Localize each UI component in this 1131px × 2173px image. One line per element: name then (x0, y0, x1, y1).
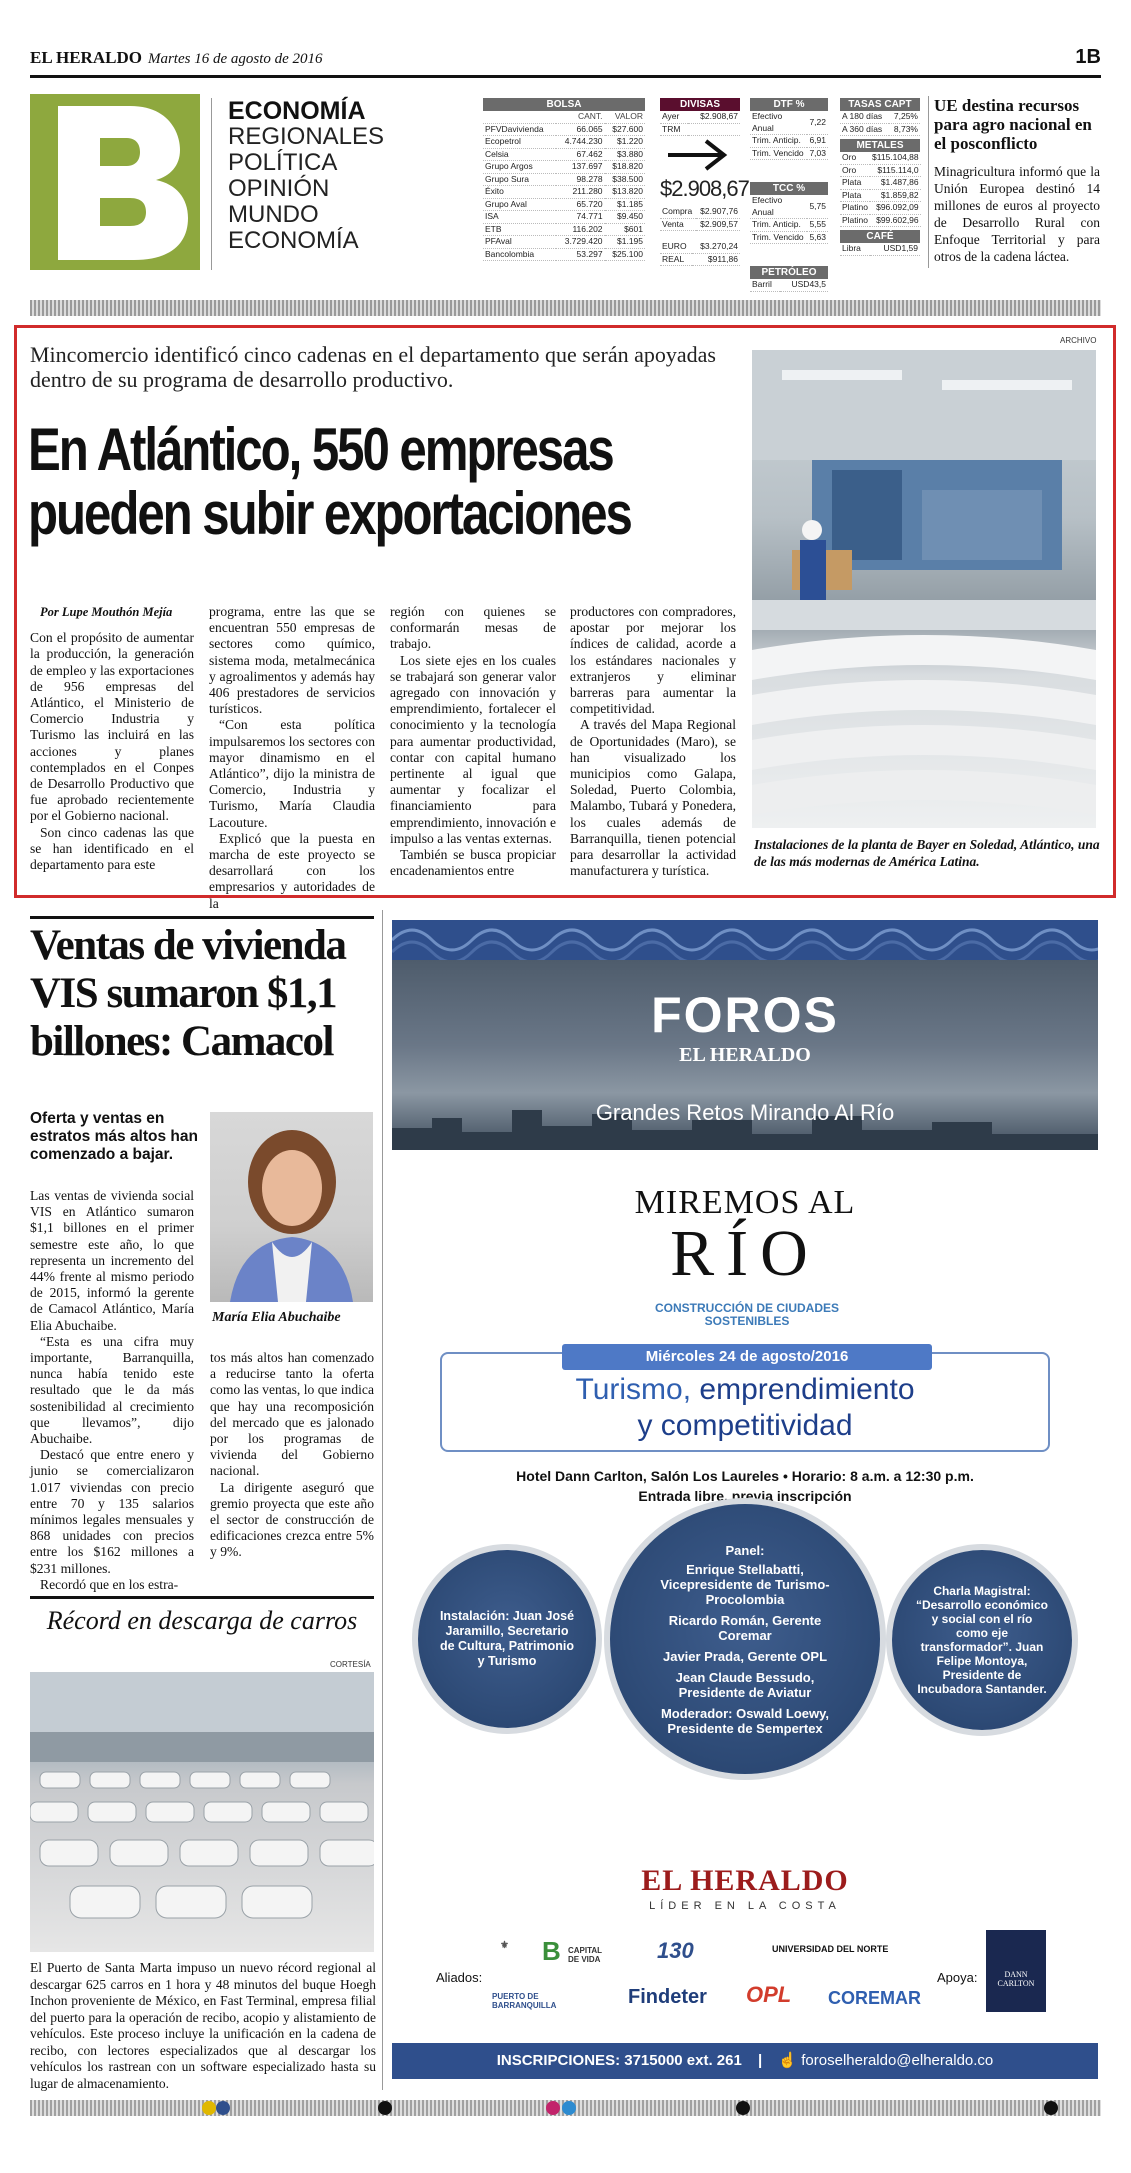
header-stripe (30, 300, 1101, 316)
edition-date: Martes 16 de agosto de 2016 (147, 51, 323, 67)
metal-price: $99.602,96 (870, 214, 921, 227)
bolsa-col: VALOR (605, 111, 645, 123)
divisas-label: EURO (660, 241, 692, 253)
bolsa-title: BOLSA (483, 98, 645, 111)
petroleo-value: USD43,5 (780, 279, 828, 291)
factory-photo (752, 350, 1096, 828)
metal-row (840, 152, 921, 164)
aliados-label: Aliados: (436, 1970, 483, 1985)
stock-qty: 74.771 (556, 211, 605, 224)
article-column-1 (30, 604, 194, 873)
color-dot (562, 2101, 576, 2115)
byline: Por Lupe Mouthón Mejía (40, 605, 173, 619)
dtf-label: Efectivo Anual (750, 111, 807, 135)
bolsa-row (483, 211, 645, 224)
event-topic (392, 1372, 1098, 1408)
dtf-label: Trim. Vencido (750, 147, 807, 160)
tasas-label: A 360 días (840, 123, 889, 136)
charla-text: Charla Magistral: “Desarrollo económico y social con el río como eje transformador”. Juan Felipe Montoya, Presidente de Incubadora Santander. (915, 1584, 1049, 1696)
stock-name: Grupo Aval (483, 198, 556, 211)
bolsa-row (483, 148, 645, 161)
tasas-value: 8,73% (889, 123, 920, 136)
stock-qty: 4.744.230 (556, 136, 605, 149)
section-item: ECONOMÍA (228, 97, 366, 125)
color-dot (378, 2101, 392, 2115)
metal-row (840, 202, 921, 215)
dtf-value: 7,03 (809, 147, 826, 158)
photo-credit: CORTESÍA (330, 1660, 371, 1669)
section-item: REGIONALES (228, 123, 385, 150)
dtf-label: Trim. Anticip. (750, 135, 807, 148)
tcc-label: Efectivo Anual (750, 195, 807, 219)
paragraph: A través del Mapa Regional de Oportunidades (Maro), se han visualizado los municipios como Galapa, Soledad, Puerto Colombia, Malambo, Tubará y Ponedera, los cuales además de Barranquilla, tienen potencial para desarrollar la actividad manufacturera y turística. (570, 717, 736, 879)
metal-name: Platino (842, 202, 868, 212)
section-divider (211, 98, 212, 270)
section-item: MUNDO (228, 201, 319, 228)
stock-name: PFAval (483, 236, 556, 249)
separator: | (758, 2052, 763, 2069)
cars-illustration (30, 1672, 374, 1952)
section-item: OPINIÓN (228, 175, 330, 202)
petroleo-title: PETRÓLEO (750, 266, 828, 279)
paragraph: Recordó que en los estra- (40, 1576, 179, 1592)
stock-name: Celsia (483, 148, 556, 161)
cars-photo (30, 1672, 374, 1952)
stock-qty: 116.202 (556, 223, 605, 236)
dtf-block (750, 98, 828, 292)
paragraph: “Esta es una cifra muy importante, Barranquilla, nunca había tenido este resultado que le da más sostenibilidad al crecimiento que llevamos”, dijo Abuchaibe. (30, 1333, 194, 1447)
tcc-value: 5,55 (809, 219, 826, 229)
bolsa-table (483, 98, 645, 261)
wave-pattern-icon (392, 920, 1098, 960)
vivienda-headline: Ventas de vivienda VIS sumaron $1,1 billones: Camacol (30, 922, 346, 1065)
cafe-label: Libra (840, 243, 870, 255)
bolsa-row (483, 173, 645, 186)
paragraph: Son cinco cadenas las que se han identificado en el departamento para este (30, 824, 194, 873)
stock-qty: 98.278 (556, 173, 605, 186)
metal-name: Plata (840, 189, 870, 202)
stock-name: ISA (483, 211, 556, 224)
stock-name: Bancolombia (483, 248, 556, 261)
elheraldo-slogan: LÍDER EN LA COSTA (649, 1900, 841, 1912)
trm-value: $2.908,67 (660, 176, 749, 201)
stock-price: $38.500 (605, 173, 645, 186)
metal-name: Plata (840, 177, 870, 190)
construccion-label: CONSTRUCCIÓN DE CIUDADES SOSTENIBLES (654, 1301, 839, 1328)
divisas-label: Venta (660, 218, 696, 231)
stock-qty: 3.729.420 (556, 236, 605, 249)
color-dot (1044, 2101, 1058, 2115)
divisas-value: $2.909,57 (696, 218, 740, 231)
stock-price: $27.600 (605, 123, 645, 136)
panel-title: Panel: (725, 1542, 765, 1558)
bolsa-row (483, 198, 645, 211)
stock-price: $1.195 (605, 236, 645, 249)
stock-qty: 53.297 (556, 248, 605, 261)
photo-credit: ARCHIVO (1060, 336, 1097, 345)
ad-hero (392, 960, 1098, 1150)
metal-price: $115.114,0 (870, 164, 921, 177)
divisas-value: $3.270,24 (692, 241, 740, 253)
inscripciones-email[interactable]: foroselheraldo@elheraldo.co (801, 2052, 994, 2069)
article-column-2 (209, 604, 375, 912)
dtf-value: 7,22 (807, 111, 828, 135)
metal-price: $115.104,88 (872, 152, 919, 162)
section-item: ECONOMÍA (228, 227, 359, 254)
paragraph: Los siete ejes en los cuales se trabajará son generar valor agregado con innovación y emprendimiento, fortalecer el conocimiento y la tecnología para aumentar productividad, contar con capital humano pertinente al igual que aumentar y focalizar el financiamiento para emprendimiento, innovación e impulso a las ventas externas. (390, 652, 556, 846)
panel-member: Jean Claude Bessudo, Presidente de Aviatur (675, 1669, 815, 1700)
paragraph: tos más altos han comenzado a reducirse tanto la oferta como las ventas, lo que indica que hay una recomposición del mercado que es jalonado por los programas de vivienda del Gobierno nacional. (210, 1350, 374, 1479)
bolsa-row (483, 223, 645, 236)
elheraldo-logo: EL HERALDO (641, 1864, 849, 1897)
metal-row (840, 214, 921, 227)
cafe-title: CAFÉ (840, 230, 920, 243)
stock-price: $9.450 (605, 211, 645, 224)
paragraph: La dirigente aseguró que gremio proyecta que este año el sector de construcción de edificaciones crezca entre 5% y 9%. (210, 1479, 374, 1560)
stock-qty: 66.065 (556, 123, 605, 136)
bolsa-row (483, 161, 645, 174)
stock-price: $25.100 (605, 248, 645, 261)
dann-carlton-name: DANN CARLTON (997, 1970, 1035, 1988)
stock-name: ETB (483, 223, 556, 236)
dtf-value: 6,91 (809, 135, 826, 145)
stock-name: Ecopetrol (483, 136, 556, 149)
stock-price: $1.220 (605, 136, 645, 149)
tcc-label: Trim. Vencido (750, 231, 807, 244)
carros-headline: Récord en descarga de carros (46, 1606, 358, 1635)
metal-row (840, 189, 921, 202)
stock-price: $3.880 (605, 148, 645, 161)
divisas-title: DIVISAS (660, 98, 740, 111)
article-headline (28, 416, 631, 547)
divisas-label: TRM (660, 123, 688, 136)
divisas-block (660, 98, 749, 266)
portrait-caption: María Elia Abuchaibe (212, 1310, 341, 1325)
tasas-title: TASAS CAPT (840, 98, 920, 111)
brief-title: UE destina recursos para agro nacional en el posconflicto (934, 96, 1092, 153)
opl-logo: OPL (746, 1982, 792, 2007)
tasas-value: 7,25% (889, 111, 920, 123)
bolsa-col: CANT. (556, 111, 605, 123)
masthead (30, 48, 323, 68)
foros-advertisement[interactable] (392, 920, 1098, 2083)
stock-qty: 211.280 (556, 186, 605, 199)
paragraph: Destacó que entre enero y junio se comercializaron 1.017 viviendas con precio entre 70 y 135 salarios mínimos legales mensuales y 868 unidades con precios entre los $162 millones a $231 millones. (30, 1447, 194, 1576)
divisas-label: Ayer (660, 111, 688, 123)
metal-row (840, 177, 921, 190)
stock-price: $1.185 (605, 198, 645, 211)
bolsa-row (483, 248, 645, 261)
charla-circle (892, 1550, 1072, 1730)
paragraph: productores con compradores, apostar por mejorar los índices de calidad, acorde a los estándares nacionales y extranjeros y eliminar barreras para aumentar la competitividad. (570, 604, 736, 717)
coremar-logo: COREMAR (828, 1988, 921, 2008)
vivienda-column-1 (30, 1188, 194, 1593)
portrait-illustration (210, 1112, 373, 1302)
bolsa-row (483, 186, 645, 199)
instalacion-text: Instalación: Juan José Jaramillo, Secretario de Cultura, Patrimonio y Turismo (439, 1609, 575, 1668)
panel-member: Ricardo Román, Gerente Coremar (668, 1612, 822, 1643)
panel-member: Enrique Stellabatti, Vicepresidente de Turismo- Procolombia (660, 1561, 830, 1607)
metal-price: $1.487,86 (870, 177, 921, 190)
paragraph: programa, entre las que se encuentran 550 empresas de sectores como químico, sistema moda, metalmecánica y agroalimentos y además hay 406 prestadores de servicios turísticos. (209, 604, 375, 717)
tcc-value: 5,63 (809, 231, 826, 242)
divisas-label: REAL (660, 253, 692, 266)
paper-name: EL HERALDO (30, 48, 142, 67)
color-dot (736, 2101, 750, 2115)
masthead-bar (30, 38, 1101, 78)
metales-title: METALES (840, 139, 920, 152)
divisas-value: $2.907,76 (696, 206, 740, 218)
capital-logo-icon: B (542, 1936, 561, 1966)
event-venue: Hotel Dann Carlton, Salón Los Laureles • Horario: 8 a.m. a 12:30 p.m. (516, 1468, 974, 1484)
vivienda-subhead: Oferta y ventas en estratos más altos han comenzado a bajar. (30, 1110, 198, 1163)
article-column-3 (390, 604, 556, 879)
dtf-title: DTF % (750, 98, 828, 111)
metal-name: Oro (840, 152, 870, 164)
rio-title: RÍO (670, 1217, 820, 1290)
bolsa-row (483, 136, 645, 149)
anniversary-logo-icon: 130 (657, 1938, 694, 1963)
instalacion-circle (418, 1550, 596, 1728)
metal-price: $1.859,82 (870, 189, 921, 202)
article-deck: Mincomercio identificó cinco cadenas en el departamento que serán apoyadas dentro de su programa de desarrollo productivo. (30, 342, 716, 392)
tcc-label: Trim. Anticip. (750, 219, 807, 232)
uninorte-logo: UNIVERSIDAD DEL NORTE (772, 1944, 889, 1954)
paragraph: Con el propósito de aumentar la producción, la generación de empleo y las exportaciones de 956 empresas del Atlántico, el Ministerio de Comercio Industria y Turismo las incluirá en las acciones y planes contemplados en el Conpes de Desarrollo Productivo que fue aprobado recientemente por el Gobierno nacional. (30, 630, 194, 824)
foros-logo: FOROS (651, 987, 839, 1043)
apoya-label: Apoya: (937, 1970, 978, 1985)
tasas-label: A 180 días (840, 111, 889, 123)
event-entry: Entrada libre, previa inscripción (638, 1488, 852, 1504)
stock-qty: 65.720 (556, 198, 605, 211)
article-column-4 (570, 604, 736, 879)
stock-price: $601 (605, 223, 645, 236)
color-dot (216, 2101, 230, 2115)
headline-line: En Atlántico, 550 empresas (28, 416, 613, 483)
factory-illustration (752, 350, 1096, 828)
panel-member: Javier Prada, Gerente OPL (662, 1648, 828, 1664)
ad-footer-band (392, 2043, 1098, 2079)
paragraph: región con quienes se conformarán mesas de trabajo. (390, 604, 556, 652)
ad-top-band (392, 920, 1098, 960)
paragraph: “Con esta política impulsaremos los sectores con mayor dinamismo en el Atlántico”, dijo la ministra de Comercio, Industria y Turismo, María Claudia Lacouture. (209, 717, 375, 830)
cafe-value: USD1,59 (870, 243, 920, 255)
divisas-value: $2.908,67 (688, 111, 740, 123)
cars-caption: El Puerto de Santa Marta impuso un nuevo récord regional al descargar 625 carros en 1 hora y 48 minutos del buque Hoegh Inchon proveniente de México, en Fast Terminal, empresa filial del puerto para la operación de recibo, acopio y alistamiento de vehículos. Este proceso incluye la unificación en la cadena de recibo, con lectores especializados que al descargar los vehículos los rastrean con un software especializado hasta su lugar de almacenamiento. (30, 1960, 376, 2091)
paragraph: También se busca propiciar encadenamientos entre (390, 847, 556, 879)
avatar (210, 1112, 373, 1302)
puerto-logo: PUERTO DE BARRANQUILLA (492, 1992, 557, 2010)
findeter-logo: Findeter (628, 1986, 707, 2008)
tcc-value: 5,75 (807, 195, 828, 219)
stock-qty: 137.697 (556, 161, 605, 174)
vivienda-column-2 (210, 1350, 374, 1561)
rule (30, 1596, 374, 1599)
metal-name: Platino (842, 214, 868, 225)
tasas-block (840, 98, 920, 256)
topic-word: Turismo, (575, 1373, 692, 1406)
stock-name: Éxito (483, 186, 556, 199)
section-letter-b-icon (30, 94, 200, 270)
metal-row (840, 164, 921, 177)
capital-logo: CAPITAL DE VIDA (568, 1946, 602, 1964)
page-number: 1B (1075, 46, 1101, 68)
paragraph: Las ventas de vivienda social VIS en Atlántico sumaron $1,1 billones en el primer semestre este año, lo que representa un incremento del 44% frente al mismo periodo de 2015, informó la gerente de Camacol Atlántico, María Elia Abuchaibe. (30, 1188, 194, 1333)
rule (30, 916, 374, 919)
miremos-title: MIREMOS AL (634, 1184, 856, 1221)
brief-text: Minagricultura informó que la Unión Europea destinó 14 millones de euros al proyecto de Desarrollo Rural con Enfoque Territorial y para otros de la cadena láctea. (934, 164, 1100, 264)
section-index (228, 98, 384, 254)
hand-pointer-icon: ☝ (778, 2052, 798, 2069)
gobernacion-logo-icon: ⚜ (500, 1940, 509, 1951)
stock-name: PFVDavivienda (483, 123, 556, 136)
foros-subtitle: EL HERALDO (679, 1044, 811, 1066)
petroleo-label: Barril (750, 279, 780, 291)
metal-price: $96.092,09 (870, 202, 921, 215)
paragraph: Explicó que la puesta en marcha de este proyecto se desarrollará con los empresarios y autoridades de la (209, 830, 375, 911)
color-dot (202, 2101, 216, 2115)
brief-divider (928, 96, 929, 268)
dann-carlton-logo (986, 1930, 1046, 2012)
divisas-label: Compra (660, 206, 696, 218)
photo-caption: Instalaciones de la planta de Bayer en Soledad, Atlántico, una de las más modernas de América Latina. (754, 837, 1100, 869)
tcc-title: TCC % (750, 182, 828, 195)
bolsa-row (483, 123, 645, 136)
topic-word: emprendimiento (699, 1373, 915, 1406)
panel-circle (610, 1504, 880, 1774)
metal-name: Oro (840, 164, 870, 177)
arrow-right-icon (660, 136, 740, 174)
section-letter-block (30, 94, 200, 270)
stock-price: $18.820 (605, 161, 645, 174)
event-topic-line2: y competitividad (637, 1409, 853, 1442)
section-item: POLÍTICA (228, 149, 338, 176)
inscripciones-phone: INSCRIPCIONES: 3715000 ext. 261 (496, 2052, 742, 2069)
ad-tagline: Grandes Retos Mirando Al Río (595, 1100, 895, 1125)
divisas-value: $911,86 (692, 253, 740, 266)
bolsa-row (483, 236, 645, 249)
stock-name: Grupo Sura (483, 173, 556, 186)
stock-price: $13.820 (605, 186, 645, 199)
news-brief (934, 96, 1100, 265)
stock-name: Grupo Argos (483, 161, 556, 174)
stock-qty: 67.462 (556, 148, 605, 161)
column-divider (382, 910, 383, 2090)
color-dot (546, 2101, 560, 2115)
event-date: Miércoles 24 de agosto/2016 (562, 1344, 932, 1370)
headline-line: pueden subir exportaciones (28, 480, 631, 547)
panel-moderator: Moderador: Oswald Loewy, Presidente de Sempertex (660, 1705, 830, 1736)
